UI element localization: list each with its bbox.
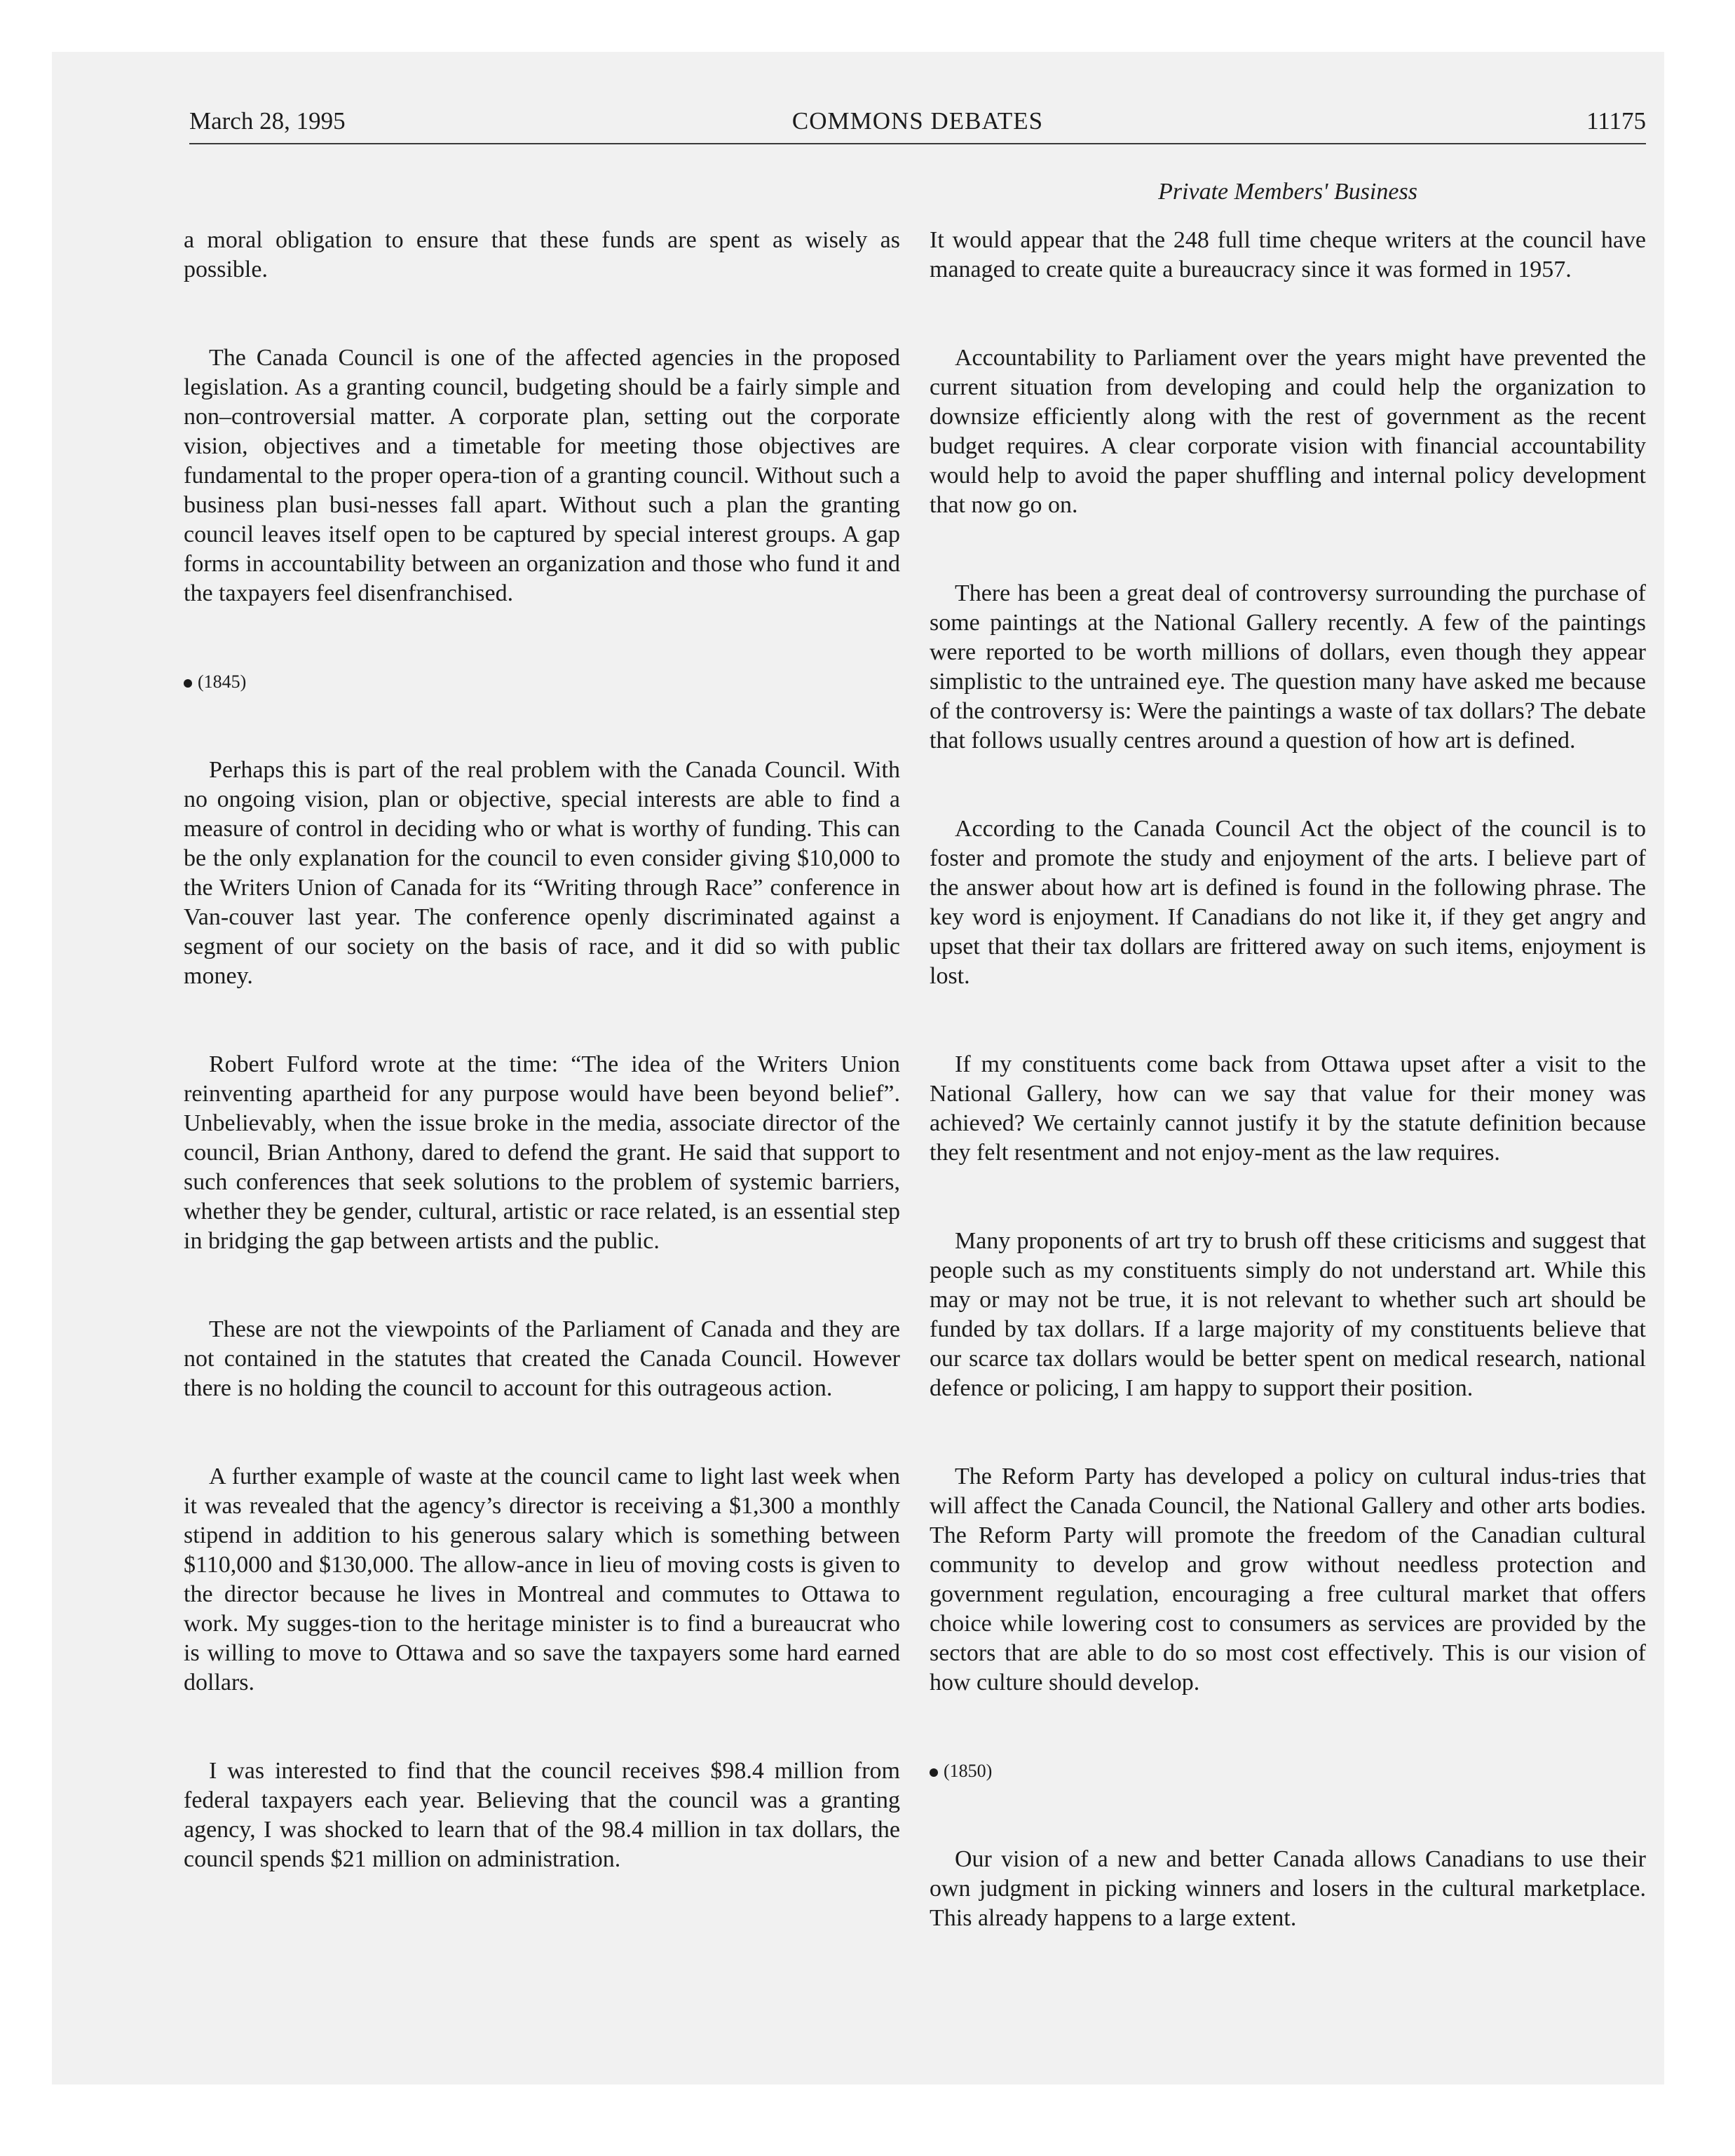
paragraph: The Canada Council is one of the affected agencies in the proposed legislation. As a granting council, budgeting should be a fairly simple and non–controversial matter. A corporate plan, setting out the corporate vision, objectives and a timetable for meeting those objectives are fundamental to the proper opera-tion of a granting council. Without such a business plan busi-nesses fall apart. Without such a plan the granting council leaves itself open to be captured by special interest groups. A gap forms in accountability between an organization and those who fund it and the taxpayers feel disenfranchised. (184, 345, 900, 606)
paragraph: I was interested to find that the council receives $98.4 million from federal taxpayers each year. Believing that the council was a granting agency, I was shocked to learn that of the 98.4 million in tax dollars, the council spends $21 million on administration. (184, 1758, 900, 1872)
header-page-number: 11175 (1586, 107, 1646, 135)
header-date: March 28, 1995 (189, 107, 346, 135)
time-marker-text: (1850) (944, 1761, 993, 1781)
paragraph: Many proponents of art try to brush off these criticisms and suggest that people such as my constituents simply do not understand art. While this may or may not be true, it is not relevant to whether such art should be funded by tax dollars. If a large majority of my constituents believe that our scarce tax dollars would be better spent on medical research, national defence or policing, I am happy to support their position. (930, 1228, 1646, 1401)
paragraph: Perhaps this is part of the real problem with the Canada Council. With no ongoing vision, plan or objective, special interests are able to find a measure of control in deciding who or what is worthy of funding. This can be the only explanation for the council to even consider giving $10,000 to the Writers Union of Canada for its “Writing through Race” conference in Van-couver last year. The conference openly discriminated against a segment of our society on the basis of race, and it did so with public money. (184, 757, 900, 989)
paragraph: Robert Fulford wrote at the time: “The idea of the Writers Union reinventing apartheid for any purpose would have been beyond belief”. Unbelievably, when the issue broke in the media, associate director of the council, Brian Anthony, dared to defend the grant. He said that support to such conferences that seek solutions to the problem of systemic barriers, whether they be gender, cultural, artistic or race related, is an essential step in bridging the gap between artists and the public. (184, 1051, 900, 1254)
right-column (930, 226, 1646, 1992)
paragraph: There has been a great deal of controversy surrounding the purchase of some paintings at the National Gallery recently. A few of the paintings were reported to be worth millions of dollars, even though they appear simplistic to the untrained eye. The question many have asked me because of the controversy is: Were the paintings a waste of tax dollars? The debate that follows usually centres around a question of how art is defined. (930, 580, 1646, 753)
left-column (184, 226, 900, 1933)
header-rule (189, 143, 1646, 144)
bullet-icon (930, 1768, 938, 1777)
paragraph: The Reform Party has developed a policy on cultural indus-tries that will affect the Canada Council, the National Gallery and other arts bodies. The Reform Party will promote the freedom of the Canadian cultural community to develop and grow without needless protection and government regulation, encouraging a free cultural market that offers choice while lowering cost to consumers as services are provided by the sectors that are able to do so most cost effectively. This is our vision of how culture should develop. (930, 1464, 1646, 1696)
header-journal-title: COMMONS DEBATES (791, 107, 1044, 135)
paragraph: These are not the viewpoints of the Parliament of Canada and they are not contained in the statutes that created the Canada Council. However there is no holding the council to account for this outrageous action. (184, 1316, 900, 1401)
time-marker (184, 667, 900, 697)
paragraph: If my constituents come back from Ottawa upset after a visit to the National Gallery, how can we say that value for their money was achieved? We certainly cannot justify it by the statute definition because they felt resentment and not enjoy-ment as the law requires. (930, 1051, 1646, 1166)
section-title: Private Members' Business (1158, 179, 1417, 205)
paragraph: A further example of waste at the council came to light last week when it was revealed that the agency’s director is receiving a $1,300 a monthly stipend in addition to his generous salary which is something between $110,000 and $130,000. The allow-ance in lieu of moving costs is given to the director because he lives in Montreal and commutes to Ottawa to work. My sugges-tion to the heritage minister is to find a bureaucrat who is willing to move to Ottawa and so save the taxpayers some hard earned dollars. (184, 1464, 900, 1696)
running-header (189, 104, 1646, 146)
paragraph: It would appear that the 248 full time cheque writers at the council have managed to create quite a bureaucracy since it was formed in 1957. (930, 227, 1646, 282)
paragraph: Accountability to Parliament over the years might have prevented the current situation from developing and could help the organization to downsize efficiently along with the rest of government as the recent budget requires. A clear corporate vision with financial accountability would help to avoid the paper shuffling and internal policy development that now go on. (930, 345, 1646, 518)
bullet-icon (184, 679, 192, 688)
paragraph: Our vision of a new and better Canada allows Canadians to use their own judgment in picking winners and losers in the cultural marketplace. This already happens to a large extent. (930, 1846, 1646, 1931)
time-marker (930, 1756, 1646, 1786)
time-marker-text: (1845) (198, 671, 247, 692)
paragraph: a moral obligation to ensure that these funds are spent as wisely as possible. (184, 227, 900, 282)
paragraph: According to the Canada Council Act the object of the council is to foster and promote the study and enjoyment of the arts. I believe part of the answer about how art is defined is found in the following phrase. The key word is enjoyment. If Canadians do not like it, if they get angry and upset that their tax dollars are frittered away on such items, enjoyment is lost. (930, 816, 1646, 989)
